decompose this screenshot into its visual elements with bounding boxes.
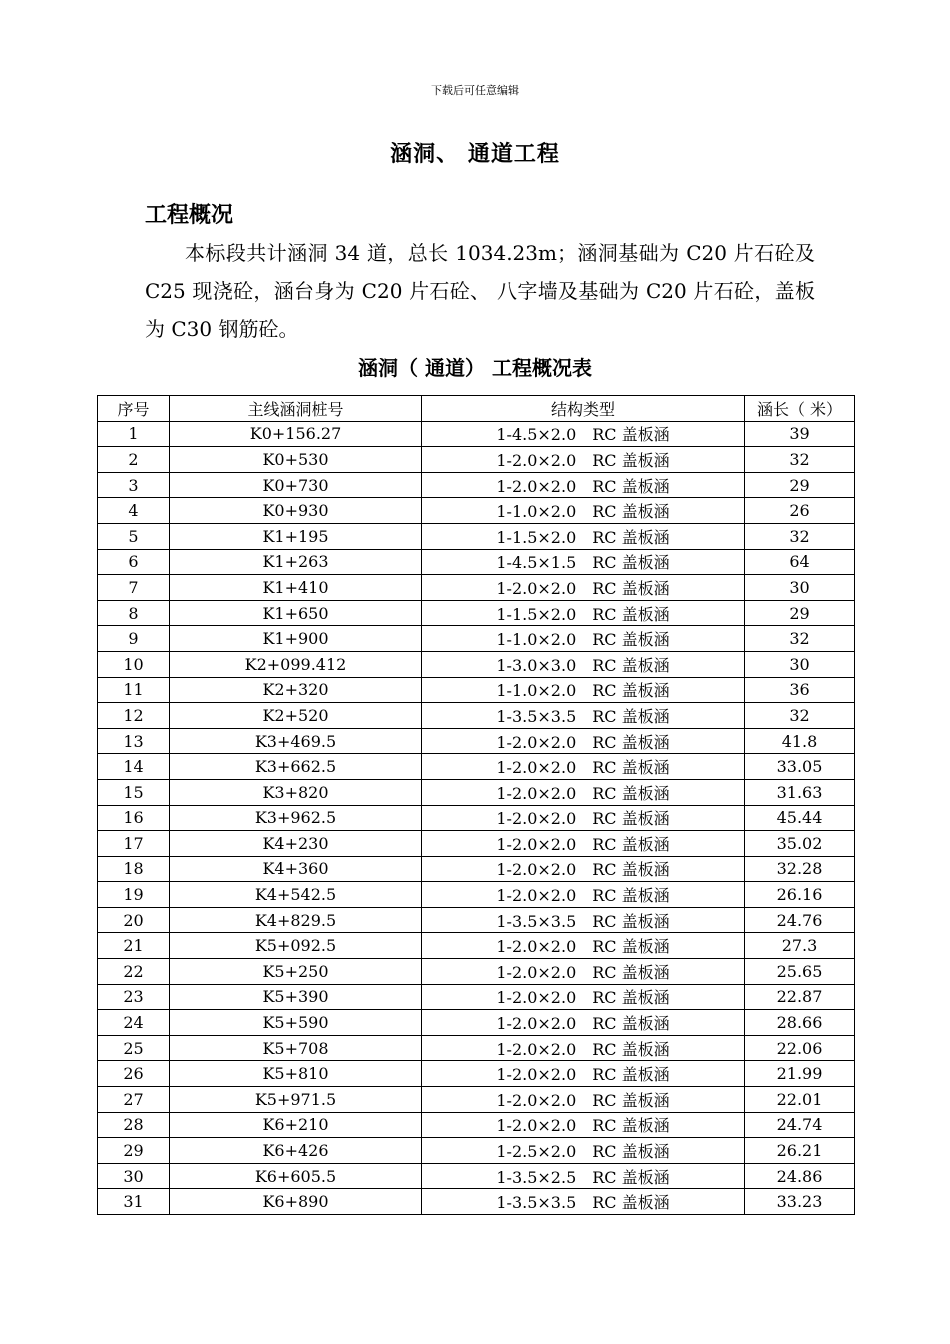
cell-station: K5+092.5	[170, 933, 422, 959]
table-row	[98, 1061, 855, 1087]
cell-serial-number: 21	[98, 933, 170, 959]
table-row	[98, 523, 855, 549]
cell-length: 22.06	[745, 1035, 855, 1061]
cell-serial-number: 11	[98, 677, 170, 703]
cell-structure-type: 1-2.0×2.0 RC 盖板涵	[422, 959, 745, 985]
cell-structure-type: 1-1.5×2.0 RC 盖板涵	[422, 523, 745, 549]
table-row	[98, 907, 855, 933]
cell-station: K4+829.5	[170, 907, 422, 933]
cell-station: K5+250	[170, 959, 422, 985]
table-row	[98, 1163, 855, 1189]
table-row	[98, 754, 855, 780]
cell-length: 39	[745, 421, 855, 447]
table-row	[98, 1138, 855, 1164]
cell-serial-number: 31	[98, 1189, 170, 1215]
cell-structure-type: 1-3.5×3.5 RC 盖板涵	[422, 907, 745, 933]
table-row	[98, 626, 855, 652]
cell-length: 64	[745, 549, 855, 575]
cell-length: 32.28	[745, 856, 855, 882]
header-serial-number: 序号	[98, 396, 170, 422]
cell-serial-number: 27	[98, 1087, 170, 1113]
cell-structure-type: 1-2.0×2.0 RC 盖板涵	[422, 1035, 745, 1061]
cell-serial-number: 12	[98, 703, 170, 729]
table-row	[98, 933, 855, 959]
cell-serial-number: 25	[98, 1035, 170, 1061]
cell-length: 21.99	[745, 1061, 855, 1087]
cell-station: K1+195	[170, 523, 422, 549]
cell-serial-number: 14	[98, 754, 170, 780]
cell-station: K6+890	[170, 1189, 422, 1215]
cell-station: K3+962.5	[170, 805, 422, 831]
table-row	[98, 984, 855, 1010]
cell-structure-type: 1-3.0×3.0 RC 盖板涵	[422, 651, 745, 677]
table-row	[98, 498, 855, 524]
cell-serial-number: 8	[98, 600, 170, 626]
header-length: 涵长（ 米）	[745, 396, 855, 422]
culvert-table	[97, 395, 855, 1215]
table-row	[98, 703, 855, 729]
cell-length: 33.23	[745, 1189, 855, 1215]
cell-station: K5+708	[170, 1035, 422, 1061]
cell-length: 32	[745, 447, 855, 473]
section-heading: 工程概况	[145, 203, 234, 228]
cell-structure-type: 1-2.0×2.0 RC 盖板涵	[422, 984, 745, 1010]
cell-serial-number: 3	[98, 472, 170, 498]
header-station: 主线涵洞桩号	[170, 396, 422, 422]
cell-structure-type: 1-1.5×2.0 RC 盖板涵	[422, 600, 745, 626]
cell-station: K5+590	[170, 1010, 422, 1036]
table-row	[98, 472, 855, 498]
cell-serial-number: 9	[98, 626, 170, 652]
cell-station: K3+662.5	[170, 754, 422, 780]
cell-structure-type: 1-1.0×2.0 RC 盖板涵	[422, 498, 745, 524]
table-row	[98, 1189, 855, 1215]
table-row	[98, 959, 855, 985]
cell-serial-number: 18	[98, 856, 170, 882]
cell-structure-type: 1-2.0×2.0 RC 盖板涵	[422, 472, 745, 498]
header-structure-type: 结构类型	[422, 396, 745, 422]
cell-serial-number: 16	[98, 805, 170, 831]
cell-structure-type: 1-2.5×2.0 RC 盖板涵	[422, 1138, 745, 1164]
cell-structure-type: 1-3.5×3.5 RC 盖板涵	[422, 703, 745, 729]
cell-serial-number: 15	[98, 779, 170, 805]
table-row	[98, 677, 855, 703]
cell-station: K5+810	[170, 1061, 422, 1087]
cell-length: 28.66	[745, 1010, 855, 1036]
cell-station: K1+263	[170, 549, 422, 575]
table-row	[98, 728, 855, 754]
table-row	[98, 447, 855, 473]
cell-structure-type: 1-2.0×2.0 RC 盖板涵	[422, 1112, 745, 1138]
cell-structure-type: 1-2.0×2.0 RC 盖板涵	[422, 575, 745, 601]
cell-structure-type: 1-2.0×2.0 RC 盖板涵	[422, 1061, 745, 1087]
cell-structure-type: 1-2.0×2.0 RC 盖板涵	[422, 728, 745, 754]
cell-station: K0+156.27	[170, 421, 422, 447]
cell-station: K2+099.412	[170, 651, 422, 677]
cell-serial-number: 24	[98, 1010, 170, 1036]
cell-length: 26.21	[745, 1138, 855, 1164]
table-row	[98, 831, 855, 857]
cell-length: 24.86	[745, 1163, 855, 1189]
cell-serial-number: 29	[98, 1138, 170, 1164]
cell-length: 35.02	[745, 831, 855, 857]
cell-station: K2+520	[170, 703, 422, 729]
table-row	[98, 575, 855, 601]
cell-length: 29	[745, 472, 855, 498]
header-note: 下载后可任意编辑	[431, 84, 519, 97]
cell-station: K3+469.5	[170, 728, 422, 754]
cell-station: K2+320	[170, 677, 422, 703]
cell-structure-type: 1-3.5×3.5 RC 盖板涵	[422, 1189, 745, 1215]
cell-structure-type: 1-2.0×2.0 RC 盖板涵	[422, 805, 745, 831]
cell-station: K5+390	[170, 984, 422, 1010]
cell-station: K0+530	[170, 447, 422, 473]
cell-structure-type: 1-2.0×2.0 RC 盖板涵	[422, 831, 745, 857]
cell-serial-number: 26	[98, 1061, 170, 1087]
cell-length: 33.05	[745, 754, 855, 780]
cell-length: 24.74	[745, 1112, 855, 1138]
cell-length: 29	[745, 600, 855, 626]
cell-structure-type: 1-2.0×2.0 RC 盖板涵	[422, 779, 745, 805]
cell-length: 45.44	[745, 805, 855, 831]
cell-station: K6+210	[170, 1112, 422, 1138]
cell-serial-number: 22	[98, 959, 170, 985]
cell-serial-number: 20	[98, 907, 170, 933]
cell-structure-type: 1-1.0×2.0 RC 盖板涵	[422, 677, 745, 703]
table-row	[98, 651, 855, 677]
cell-station: K0+730	[170, 472, 422, 498]
table-row	[98, 856, 855, 882]
document-title: 涵洞、 通道工程	[390, 142, 560, 167]
cell-structure-type: 1-2.0×2.0 RC 盖板涵	[422, 882, 745, 908]
cell-serial-number: 7	[98, 575, 170, 601]
cell-station: K1+650	[170, 600, 422, 626]
cell-station: K4+360	[170, 856, 422, 882]
cell-serial-number: 13	[98, 728, 170, 754]
table-body	[98, 421, 855, 1214]
cell-serial-number: 19	[98, 882, 170, 908]
cell-structure-type: 1-3.5×2.5 RC 盖板涵	[422, 1163, 745, 1189]
cell-length: 27.3	[745, 933, 855, 959]
table-row	[98, 600, 855, 626]
cell-length: 41.8	[745, 728, 855, 754]
cell-length: 30	[745, 651, 855, 677]
cell-length: 25.65	[745, 959, 855, 985]
table-row	[98, 549, 855, 575]
cell-station: K5+971.5	[170, 1087, 422, 1113]
cell-station: K1+410	[170, 575, 422, 601]
table-row	[98, 1112, 855, 1138]
cell-length: 31.63	[745, 779, 855, 805]
cell-structure-type: 1-4.5×2.0 RC 盖板涵	[422, 421, 745, 447]
cell-station: K6+605.5	[170, 1163, 422, 1189]
cell-length: 32	[745, 523, 855, 549]
cell-serial-number: 1	[98, 421, 170, 447]
cell-structure-type: 1-2.0×2.0 RC 盖板涵	[422, 856, 745, 882]
cell-length: 22.87	[745, 984, 855, 1010]
table-row	[98, 421, 855, 447]
table-row	[98, 779, 855, 805]
table-header-row	[98, 396, 855, 422]
cell-length: 32	[745, 703, 855, 729]
cell-length: 30	[745, 575, 855, 601]
table-row	[98, 882, 855, 908]
table-row	[98, 1010, 855, 1036]
summary-paragraph: 本标段共计涵洞 34 道，总长 1034.23m；涵洞基础为 C20 片石砼及 C25 现浇砼，涵台身为 C20 片石砼、 八字墙及基础为 C20 片石砼，盖板为 C30 钢筋砼。	[145, 241, 815, 341]
cell-station: K4+542.5	[170, 882, 422, 908]
cell-serial-number: 28	[98, 1112, 170, 1138]
cell-length: 26	[745, 498, 855, 524]
cell-serial-number: 30	[98, 1163, 170, 1189]
cell-station: K4+230	[170, 831, 422, 857]
cell-length: 32	[745, 626, 855, 652]
cell-structure-type: 1-2.0×2.0 RC 盖板涵	[422, 447, 745, 473]
table-row	[98, 1087, 855, 1113]
cell-structure-type: 1-2.0×2.0 RC 盖板涵	[422, 1010, 745, 1036]
cell-serial-number: 5	[98, 523, 170, 549]
cell-length: 36	[745, 677, 855, 703]
cell-serial-number: 17	[98, 831, 170, 857]
cell-serial-number: 2	[98, 447, 170, 473]
table-title: 涵洞（ 通道） 工程概况表	[358, 356, 592, 380]
cell-length: 22.01	[745, 1087, 855, 1113]
cell-station: K3+820	[170, 779, 422, 805]
table-row	[98, 1035, 855, 1061]
cell-serial-number: 23	[98, 984, 170, 1010]
cell-structure-type: 1-1.0×2.0 RC 盖板涵	[422, 626, 745, 652]
cell-station: K0+930	[170, 498, 422, 524]
cell-serial-number: 6	[98, 549, 170, 575]
cell-structure-type: 1-2.0×2.0 RC 盖板涵	[422, 1087, 745, 1113]
cell-structure-type: 1-4.5×1.5 RC 盖板涵	[422, 549, 745, 575]
cell-station: K6+426	[170, 1138, 422, 1164]
cell-structure-type: 1-2.0×2.0 RC 盖板涵	[422, 754, 745, 780]
cell-serial-number: 4	[98, 498, 170, 524]
table-row	[98, 805, 855, 831]
cell-length: 26.16	[745, 882, 855, 908]
cell-structure-type: 1-2.0×2.0 RC 盖板涵	[422, 933, 745, 959]
cell-serial-number: 10	[98, 651, 170, 677]
cell-length: 24.76	[745, 907, 855, 933]
cell-station: K1+900	[170, 626, 422, 652]
